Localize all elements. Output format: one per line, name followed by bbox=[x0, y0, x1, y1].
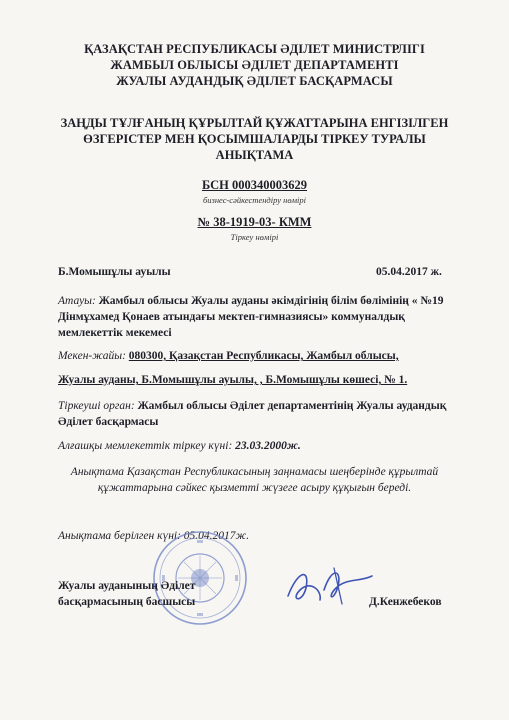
registrar-label: Тіркеуші орган: bbox=[58, 400, 135, 412]
registrar-line2: Әділет басқармасы bbox=[58, 416, 159, 428]
initial-date: 23.03.2000ж. bbox=[235, 440, 301, 452]
department-line: ЖАМБЫЛ ОБЛЫСЫ ӘДІЛЕТ ДЕПАРТАМЕНТІ bbox=[110, 58, 399, 72]
address-line2: Жуалы ауданы, Б.Момышұлы ауылы, , Б.Момышұлы көшесі, № 1. bbox=[58, 374, 408, 386]
name-line2: Дінмұхамед Қонаев атындағы мектеп-гимназиясы» коммуналдық bbox=[58, 311, 405, 323]
signatory-name: Д.Кенжебеков bbox=[369, 596, 442, 608]
bin-number: БСН 000340003629 bbox=[201, 178, 308, 192]
registration-number: № 38-1919-03- КММ bbox=[197, 215, 312, 229]
statement-line1: Анықтама Қазақстан Республикасының заңнамасы шеңберінде құрылтай bbox=[70, 466, 439, 478]
name-label: Атауы: bbox=[58, 295, 96, 307]
statement-line2: құжаттарына сәйкес қызметті жүзеге асыру құқығын береді. bbox=[97, 482, 412, 494]
issued-date: Анықтама берілген күні: 05.04.2017ж. bbox=[58, 530, 250, 542]
place: Б.Момышұлы ауылы bbox=[58, 266, 171, 278]
address-line1: 080300, Қазақстан Республикасы, Жамбыл облысы, bbox=[128, 350, 399, 362]
doc-title-line1: ЗАҢДЫ ТҰЛҒАНЫҢ ҚҰРЫЛТАЙ ҚҰЖАТТАРЫНА ЕНГІЗІЛГЕН bbox=[60, 116, 449, 130]
registrar-line1: Жамбыл облысы Әділет департаментінің Жуалы аудандық bbox=[137, 400, 447, 412]
name-line1: Жамбыл облысы Жуалы ауданы әкімдігінің білім бөлімінің « №19 bbox=[98, 295, 444, 307]
bin-caption: бизнес-сәйкестендіру нөмірі bbox=[202, 195, 306, 205]
doc-title-line2: ӨЗГЕРІСТЕР МЕН ҚОСЫМШАЛАРДЫ ТІРКЕУ ТУРАЛЫ bbox=[83, 132, 426, 146]
signatory-title-line2: басқармасының басшысы bbox=[58, 596, 196, 608]
initial-label: Алғашқы мемлекеттік тіркеу күні: bbox=[58, 440, 233, 452]
address bbox=[58, 348, 468, 364]
name-line3: мемлекеттік мекемесі bbox=[58, 327, 172, 339]
date: 05.04.2017 ж. bbox=[376, 266, 442, 278]
doc-title-line3: АНЫҚТАМА bbox=[215, 148, 294, 162]
initial-registration bbox=[58, 438, 301, 454]
entity-name bbox=[58, 293, 458, 341]
ministry-line: ҚАЗАҚСТАН РЕСПУБЛИКАСЫ ӘДІЛЕТ МИНИСТРЛІГІ bbox=[84, 42, 425, 56]
address-label: Мекен-жайы: bbox=[58, 350, 126, 362]
office-line: ЖУАЛЫ АУДАНДЫҚ ӘДІЛЕТ БАСҚАРМАСЫ bbox=[116, 74, 393, 88]
signature-icon bbox=[280, 560, 380, 610]
signatory-title-line1: Жуалы ауданының Әділет bbox=[58, 580, 196, 592]
registrar bbox=[58, 398, 478, 414]
registration-caption: Тіркеу нөмірі bbox=[230, 232, 279, 242]
